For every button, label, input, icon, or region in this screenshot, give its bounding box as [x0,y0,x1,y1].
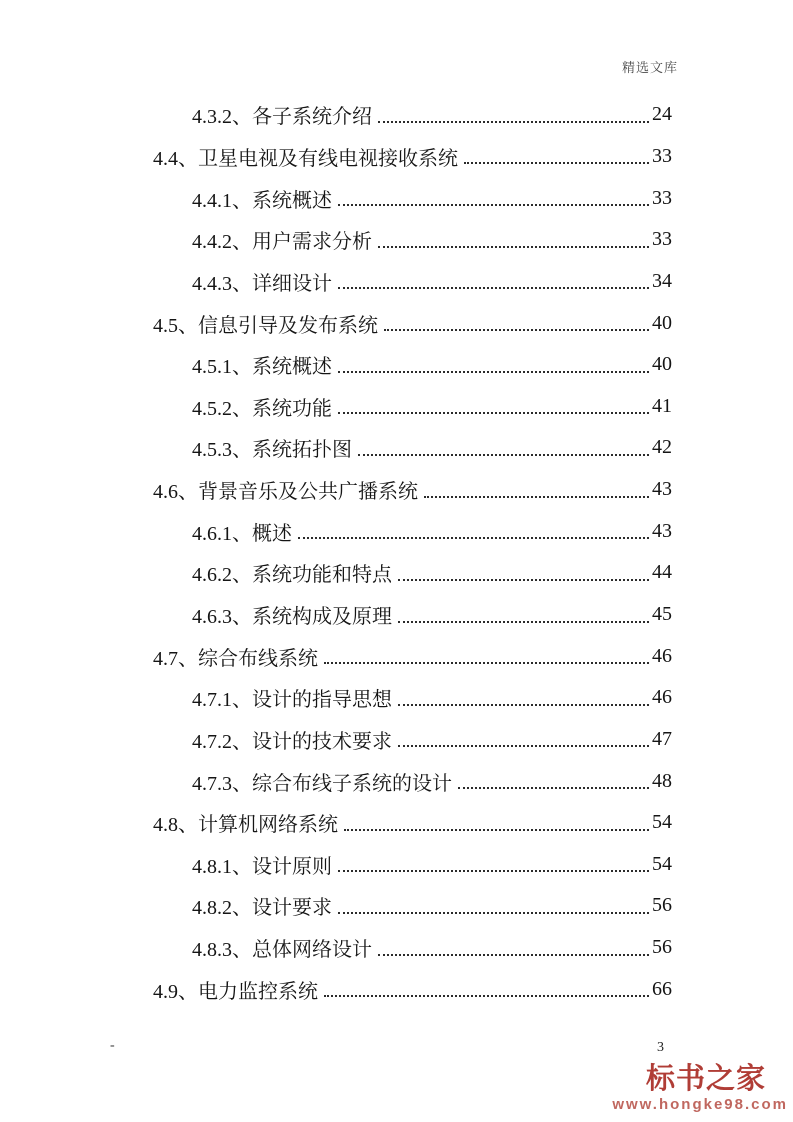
dot-leader [378,121,649,123]
footer-page-number: 3 [657,1040,664,1055]
toc-entry-number: 4.5.1、 [192,356,252,379]
dot-leader [464,162,649,164]
toc-entry-page: 47 [652,727,672,750]
toc-entry-title: 综合布线系统 [198,647,318,670]
toc-entry-number: 4.5.2、 [192,397,252,420]
toc-entry [153,635,672,677]
dot-leader [398,579,649,581]
watermark-url: www.hongke98.com [612,1096,788,1114]
toc-entry [153,385,672,427]
dot-leader [298,537,649,539]
toc-entry [153,469,672,511]
toc-entry [153,219,672,261]
toc-entry-number: 4.6.2、 [192,564,252,587]
toc-entry-title: 计算机网络系统 [198,814,338,837]
toc-entry-page: 33 [652,144,672,167]
dot-leader [344,829,649,831]
toc-entry-title: 综合布线子系统的设计 [252,772,452,795]
dot-leader [338,870,649,872]
toc-entry [153,844,672,886]
toc-entry-title: 详细设计 [252,272,332,295]
toc-entry [153,261,672,303]
toc-entry-number: 4.5.3、 [192,439,252,462]
toc-entry-title: 背景音乐及公共广播系统 [198,481,418,504]
toc-entry [153,427,672,469]
toc-entry-page: 41 [652,394,672,417]
watermark-logo: 标书之家 [645,1063,766,1095]
toc-entry [153,177,672,219]
toc-entry-title: 设计的指导思想 [252,689,392,712]
toc-entry-page: 34 [652,269,672,292]
toc-entry-title: 系统构成及原理 [252,606,392,628]
toc-entry [153,968,672,1010]
toc-entry-number: 4.8.2、 [192,897,252,920]
toc-entry [153,677,672,719]
toc-entry [153,510,672,552]
toc-entry [153,719,672,761]
toc-entry-number: 4.9、 [153,980,198,1003]
toc-entry-title: 用户需求分析 [252,231,372,254]
dot-leader [338,912,649,914]
toc-entry-title: 卫星电视及有线电视接收系统 [198,147,458,170]
toc-entry-page: 46 [652,644,672,667]
toc-entry-page: 33 [652,186,672,209]
dot-leader [338,371,649,373]
toc-entry [153,302,672,344]
toc-entry-number: 4.3.2、 [192,106,252,129]
toc-entry-number: 4.4.1、 [192,189,252,212]
toc-entry-page: 45 [652,603,672,625]
toc-entry-title: 概述 [252,522,292,545]
toc-entry-number: 4.6.1、 [192,522,252,545]
toc-entry [153,94,672,136]
toc-entry-page: 40 [652,353,672,376]
toc-entry-number: 4.4、 [153,147,198,170]
watermark [588,1064,788,1112]
toc-entry-title: 设计的技术要求 [252,730,392,753]
toc-entry-title: 系统概述 [252,189,332,212]
toc-entry-title: 各子系统介绍 [252,106,372,129]
toc-entry-title: 电力监控系统 [198,980,318,1003]
toc-entry-page: 43 [652,478,672,501]
toc-entry-page: 43 [652,519,672,542]
toc-entry-page: 54 [652,811,672,834]
dot-leader [324,662,649,664]
toc-entry-page: 46 [652,686,672,709]
footer-dash: - [110,1038,115,1053]
toc-entry-page: 56 [652,894,672,917]
toc-entry-number: 4.6、 [153,481,198,504]
dot-leader [398,745,649,747]
toc-entry [153,760,672,802]
dot-leader [358,454,649,456]
dot-leader [338,412,649,414]
toc-entry-number: 4.4.3、 [192,272,252,295]
toc-entry-number: 4.6.3、 [192,606,252,628]
dot-leader [424,496,649,498]
toc-entry-number: 4.8.1、 [192,855,252,878]
toc-entry-title: 信息引导及发布系统 [198,314,378,337]
toc-entry-page: 42 [652,436,672,459]
dot-leader [378,954,649,956]
toc-entry [153,552,672,594]
toc-entry-page: 40 [652,311,672,334]
toc-entry-number: 4.7.2、 [192,730,252,753]
dot-leader [324,995,649,997]
dot-leader [398,621,649,623]
toc-entry-page: 48 [652,769,672,792]
toc-entry-number: 4.8、 [153,814,198,837]
toc-entry-title: 系统概述 [252,356,332,379]
toc-entry-number: 4.7.3、 [192,772,252,795]
toc-entry-number: 4.8.3、 [192,939,252,962]
dot-leader [458,787,649,789]
dot-leader [398,704,649,706]
toc-entry [153,885,672,927]
toc-entry [153,136,672,178]
toc-entry-title: 系统功能 [252,397,332,420]
toc-entry-page: 56 [652,936,672,959]
toc-entry-number: 4.7、 [153,647,198,670]
toc-entry [153,927,672,969]
toc-entry [153,802,672,844]
toc-entry-number: 4.7.1、 [192,689,252,712]
page-header-text: 精选文库 [622,60,679,75]
toc-entry [153,594,672,636]
dot-leader [384,329,649,331]
toc-entry-number: 4.5、 [153,314,198,337]
toc-entry-page: 66 [652,977,672,1000]
toc-entry-title: 系统功能和特点 [252,564,392,587]
table-of-contents [153,94,672,1010]
dot-leader [338,204,649,206]
dot-leader [378,246,649,248]
toc-entry [153,344,672,386]
toc-entry-title: 设计要求 [252,897,332,920]
toc-entry-number: 4.4.2、 [192,231,252,254]
toc-entry-title: 系统拓扑图 [252,439,352,462]
toc-entry-page: 44 [652,561,672,584]
toc-entry-title: 总体网络设计 [252,939,372,962]
dot-leader [338,287,649,289]
toc-entry-title: 设计原则 [252,855,332,878]
toc-entry-page: 54 [652,852,672,875]
toc-entry-page: 24 [652,103,672,126]
toc-entry-page: 33 [652,228,672,251]
